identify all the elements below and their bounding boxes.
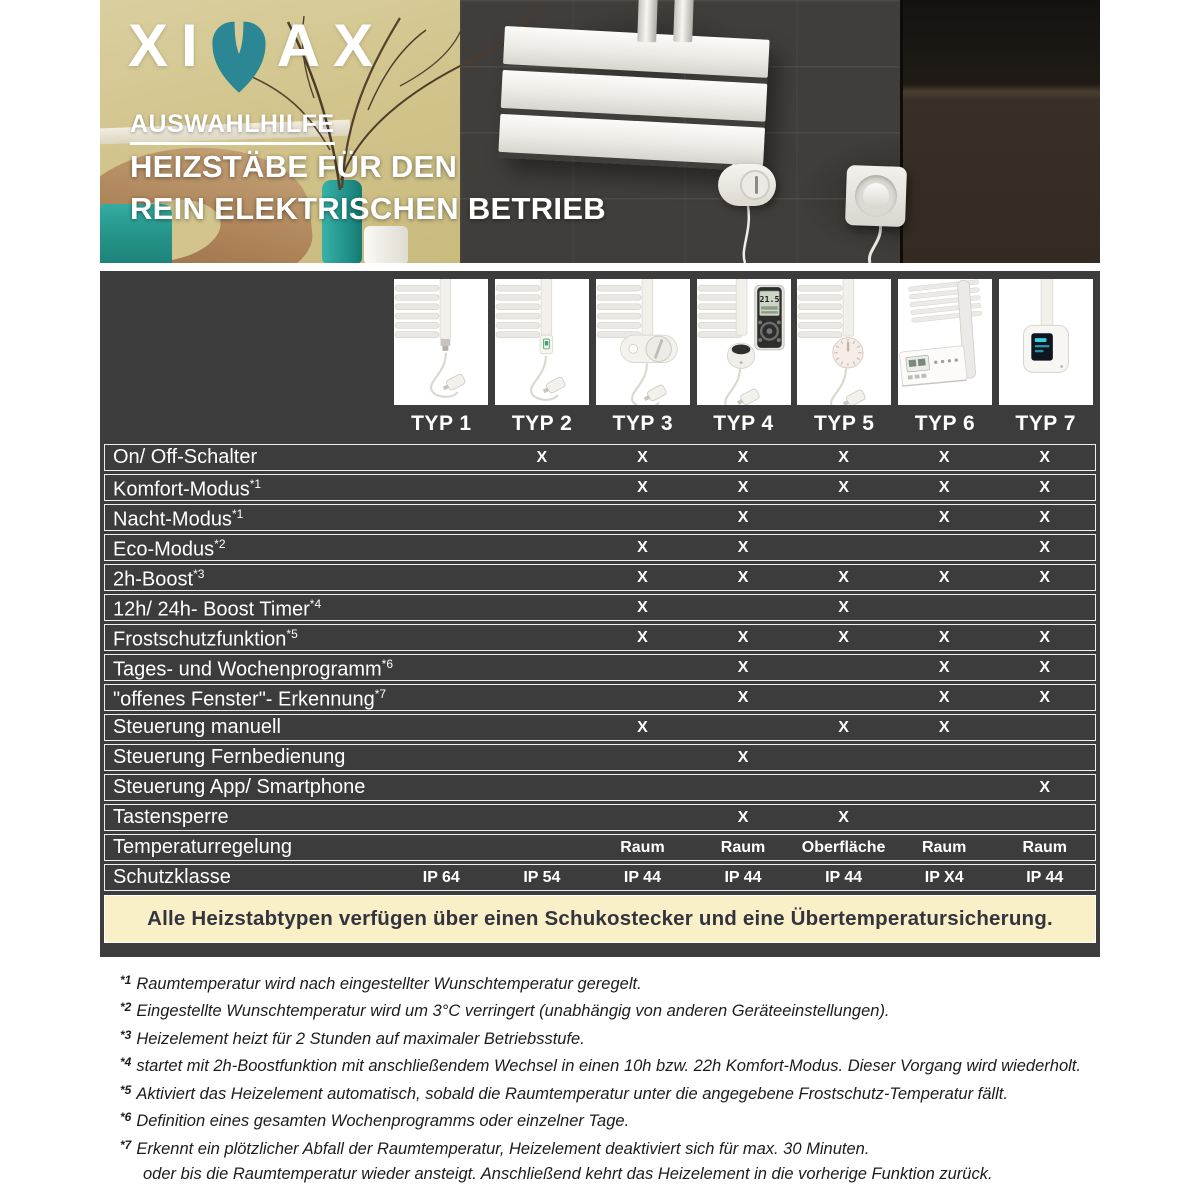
feature-cell: X <box>637 598 648 616</box>
heizstab-display-box-image <box>999 279 1093 405</box>
type-column-4 <box>693 279 794 441</box>
feature-cell: X <box>637 568 648 586</box>
feature-cell: Raum <box>620 838 665 856</box>
footnote <box>120 1002 1100 1021</box>
feature-cell: X <box>938 658 950 676</box>
feature-cell: X <box>838 808 849 826</box>
feature-cell: IP 54 <box>523 868 561 886</box>
type-column-1 <box>391 279 492 441</box>
heizstab-thermostat-dial-image <box>797 279 891 405</box>
table-row <box>104 744 1096 771</box>
heizstab-remote-control-image <box>697 279 791 405</box>
svg-text:21.5: 21.5 <box>758 293 779 304</box>
type-column-3 <box>592 279 693 441</box>
feature-cell: X <box>1039 478 1051 496</box>
heizstab-basic-image <box>394 279 488 405</box>
footnote <box>120 1112 1100 1131</box>
feature-cell: Oberfläche <box>801 838 886 856</box>
feature-cell: X <box>737 628 749 646</box>
feature-cell: X <box>1039 448 1051 466</box>
row-label: Komfort-Modus$^{*1}$ <box>113 477 262 501</box>
feature-cell: Raum <box>720 838 766 856</box>
table-row <box>104 564 1096 591</box>
feature-cell: X <box>838 478 849 496</box>
radiator-control-panel-image <box>898 279 992 405</box>
radiator-slat <box>498 114 765 166</box>
row-label: Tastensperre <box>113 806 229 828</box>
power-plug <box>863 183 890 210</box>
footnote <box>120 1137 1100 1184</box>
feature-cell: X <box>938 628 950 646</box>
feature-cell: IP 64 <box>422 868 460 886</box>
footnotes <box>120 975 1100 1184</box>
ximax-logo <box>128 12 387 104</box>
feature-cell: X <box>938 448 950 466</box>
footnote-marker: *1 <box>120 973 132 987</box>
feature-cell: Raum <box>921 838 967 856</box>
logo-text-left: XI <box>128 12 211 79</box>
type-column-5 <box>794 279 895 441</box>
row-label: 12h/ 24h- Boost Timer$^{*4}$ <box>113 597 322 621</box>
radiator-pipe <box>637 0 658 42</box>
row-label: Steuerung App/ Smartphone <box>113 776 366 798</box>
ximax-m-icon <box>207 18 271 104</box>
valve-dial <box>740 170 770 200</box>
feature-cell: IP X4 <box>924 868 964 886</box>
feature-cell: IP 44 <box>623 868 661 886</box>
footnote-text: startet mit 2h-Boostfunktion mit anschließendem Wechsel in einen 10h bzw. 22h Komfort-Modus. Dieser Vorgang wird wiederholt. <box>136 1057 1081 1076</box>
footnote-text: Raumtemperatur wird nach eingestellter Wunschtemperatur geregelt. <box>136 975 642 993</box>
content-column <box>100 0 1100 1192</box>
table-row <box>104 594 1096 621</box>
footnote-marker: *7 <box>120 1137 132 1152</box>
table-row <box>104 774 1096 801</box>
feature-cell: X <box>737 808 749 826</box>
type-label: TYP 3 <box>612 412 674 435</box>
feature-cell: X <box>1039 568 1051 586</box>
feature-cell: X <box>1039 778 1051 796</box>
feature-cell: X <box>637 478 648 496</box>
feature-cell: X <box>637 628 648 646</box>
feature-cell: X <box>737 448 749 466</box>
feature-cell: X <box>637 538 648 556</box>
table-row <box>104 834 1096 861</box>
feature-cell: X <box>838 628 849 646</box>
wall-socket <box>845 165 907 227</box>
footnote-marker: *2 <box>120 1000 132 1015</box>
footnote <box>120 1027 1100 1049</box>
type-column-2 <box>492 279 593 441</box>
footnote-text: Eingestellte Wunschtemperatur wird um 3°C verringert (unabhängig von anderen Geräteeinstellungen). <box>136 1002 890 1021</box>
row-label: Steuerung Fernbedienung <box>113 746 346 768</box>
feature-cell: X <box>1039 628 1051 646</box>
row-label: 2h-Boost$^{*3}$ <box>113 567 205 591</box>
feature-cell: X <box>737 478 749 496</box>
type-label: TYP 6 <box>914 412 976 435</box>
footnote-marker: *5 <box>120 1082 132 1097</box>
table-row <box>104 444 1096 471</box>
feature-cell: IP 44 <box>724 868 762 886</box>
hero-title-line2: REIN ELEKTRISCHEN BETRIEB <box>130 191 606 226</box>
table-row <box>104 804 1096 831</box>
footnote-text-continued: oder bis die Raumtemperatur wieder ansteigt. Anschließend kehrt das Heizelement in die vorherige Funktion zurück. <box>143 1164 993 1183</box>
heizstab-dial-controller-image <box>596 279 690 405</box>
feature-cell: IP 44 <box>1026 868 1064 886</box>
footnote-text: Heizelement heizt für 2 Stunden auf maximaler Betriebsstufe. <box>136 1029 585 1048</box>
feature-cell: X <box>737 508 749 526</box>
table-row <box>104 534 1096 561</box>
type-column-7 <box>995 279 1096 441</box>
row-label: Temperaturregelung <box>113 836 292 858</box>
feature-cell: X <box>938 508 950 526</box>
radiator-slat <box>501 70 768 122</box>
type-column-6 <box>895 279 996 441</box>
row-label: On/ Off-Schalter <box>113 446 258 468</box>
hero-radiator-panel <box>498 26 770 172</box>
footnote <box>120 975 1100 994</box>
feature-cell: Raum <box>1022 838 1067 856</box>
table-row <box>104 474 1096 501</box>
feature-cell: X <box>737 748 749 766</box>
radiator-pipe <box>673 0 694 42</box>
comparison-table <box>100 271 1100 957</box>
feature-cell: X <box>1039 508 1051 526</box>
type-header-spacer <box>104 279 391 441</box>
footnote-text: Erkennt ein plötzlicher Abfall der Raumtemperatur, Heizelement deaktiviert sich für max. 30 Minuten. <box>136 1139 870 1158</box>
type-label: TYP 7 <box>1015 412 1076 435</box>
feature-cell: X <box>1039 538 1051 556</box>
type-header-row <box>104 275 1096 441</box>
hero-banner <box>100 0 1100 263</box>
feature-cell: X <box>838 598 849 616</box>
row-label: Tages- und Wochenprogramm$^{*6}$ <box>113 657 393 681</box>
type-label: TYP 1 <box>411 412 472 435</box>
feature-cell: X <box>838 568 849 586</box>
feature-cell: X <box>737 538 749 556</box>
type-label: TYP 2 <box>511 412 573 435</box>
table-row <box>104 654 1096 681</box>
row-label: Frostschutzfunktion$^{*5}$ <box>113 627 298 651</box>
hero-title-line1: HEIZSTÄBE FÜR DEN <box>130 149 458 184</box>
row-label: Steuerung manuell <box>113 716 281 738</box>
feature-cell: X <box>737 568 749 586</box>
feature-cell: X <box>737 658 749 676</box>
type-label: TYP 4 <box>713 412 774 435</box>
feature-cell: X <box>1039 658 1051 676</box>
table-row <box>104 714 1096 741</box>
feature-cell: X <box>838 448 849 466</box>
feature-cell: X <box>1039 688 1051 706</box>
table-row <box>104 864 1096 891</box>
heating-rod-valve <box>718 164 776 206</box>
footnote <box>120 1082 1100 1104</box>
feature-cell: X <box>536 448 548 466</box>
feature-cell: X <box>938 688 950 706</box>
footnote-text: Aktiviert das Heizelement automatisch, sobald die Raumtemperatur unter die angegebene Frostschutz-Temperatur fällt. <box>136 1084 1008 1103</box>
feature-cell: X <box>938 568 950 586</box>
feature-cell: X <box>838 718 849 736</box>
logo-text-right: AX <box>276 12 387 79</box>
hero-eyebrow: AUSWAHLHILFE <box>130 110 335 145</box>
row-label: Schutzklasse <box>113 866 231 888</box>
table-row <box>104 624 1096 651</box>
footnote-text: Definition eines gesamten Wochenprogramms oder einzelner Tage. <box>136 1112 630 1131</box>
feature-cell: X <box>637 448 648 466</box>
footnote-marker: *4 <box>120 1055 132 1070</box>
footnote-marker: *3 <box>120 1027 132 1042</box>
row-label: "offenes Fenster"- Erkennung$^{*7}$ <box>113 687 387 711</box>
feature-cell: X <box>737 688 749 706</box>
heizstab-on-off-switch-image <box>495 279 589 405</box>
feature-cell: IP 44 <box>825 868 863 886</box>
table-footer-banner: Alle Heizstabtypen verfügen über einen Schukostecker und eine Übertemperatursicherung. <box>104 895 1096 943</box>
footnote-marker: *6 <box>120 1110 132 1125</box>
feature-cell: X <box>637 718 648 736</box>
row-label: Eco-Modus$^{*2}$ <box>113 537 226 561</box>
footnote <box>120 1057 1100 1076</box>
table-row <box>104 504 1096 531</box>
table-row <box>104 684 1096 711</box>
feature-cell: X <box>938 478 950 496</box>
type-label: TYP 5 <box>813 412 875 435</box>
feature-cell: X <box>938 718 950 736</box>
row-label: Nacht-Modus$^{*1}$ <box>113 507 244 531</box>
feature-rows <box>104 444 1096 891</box>
